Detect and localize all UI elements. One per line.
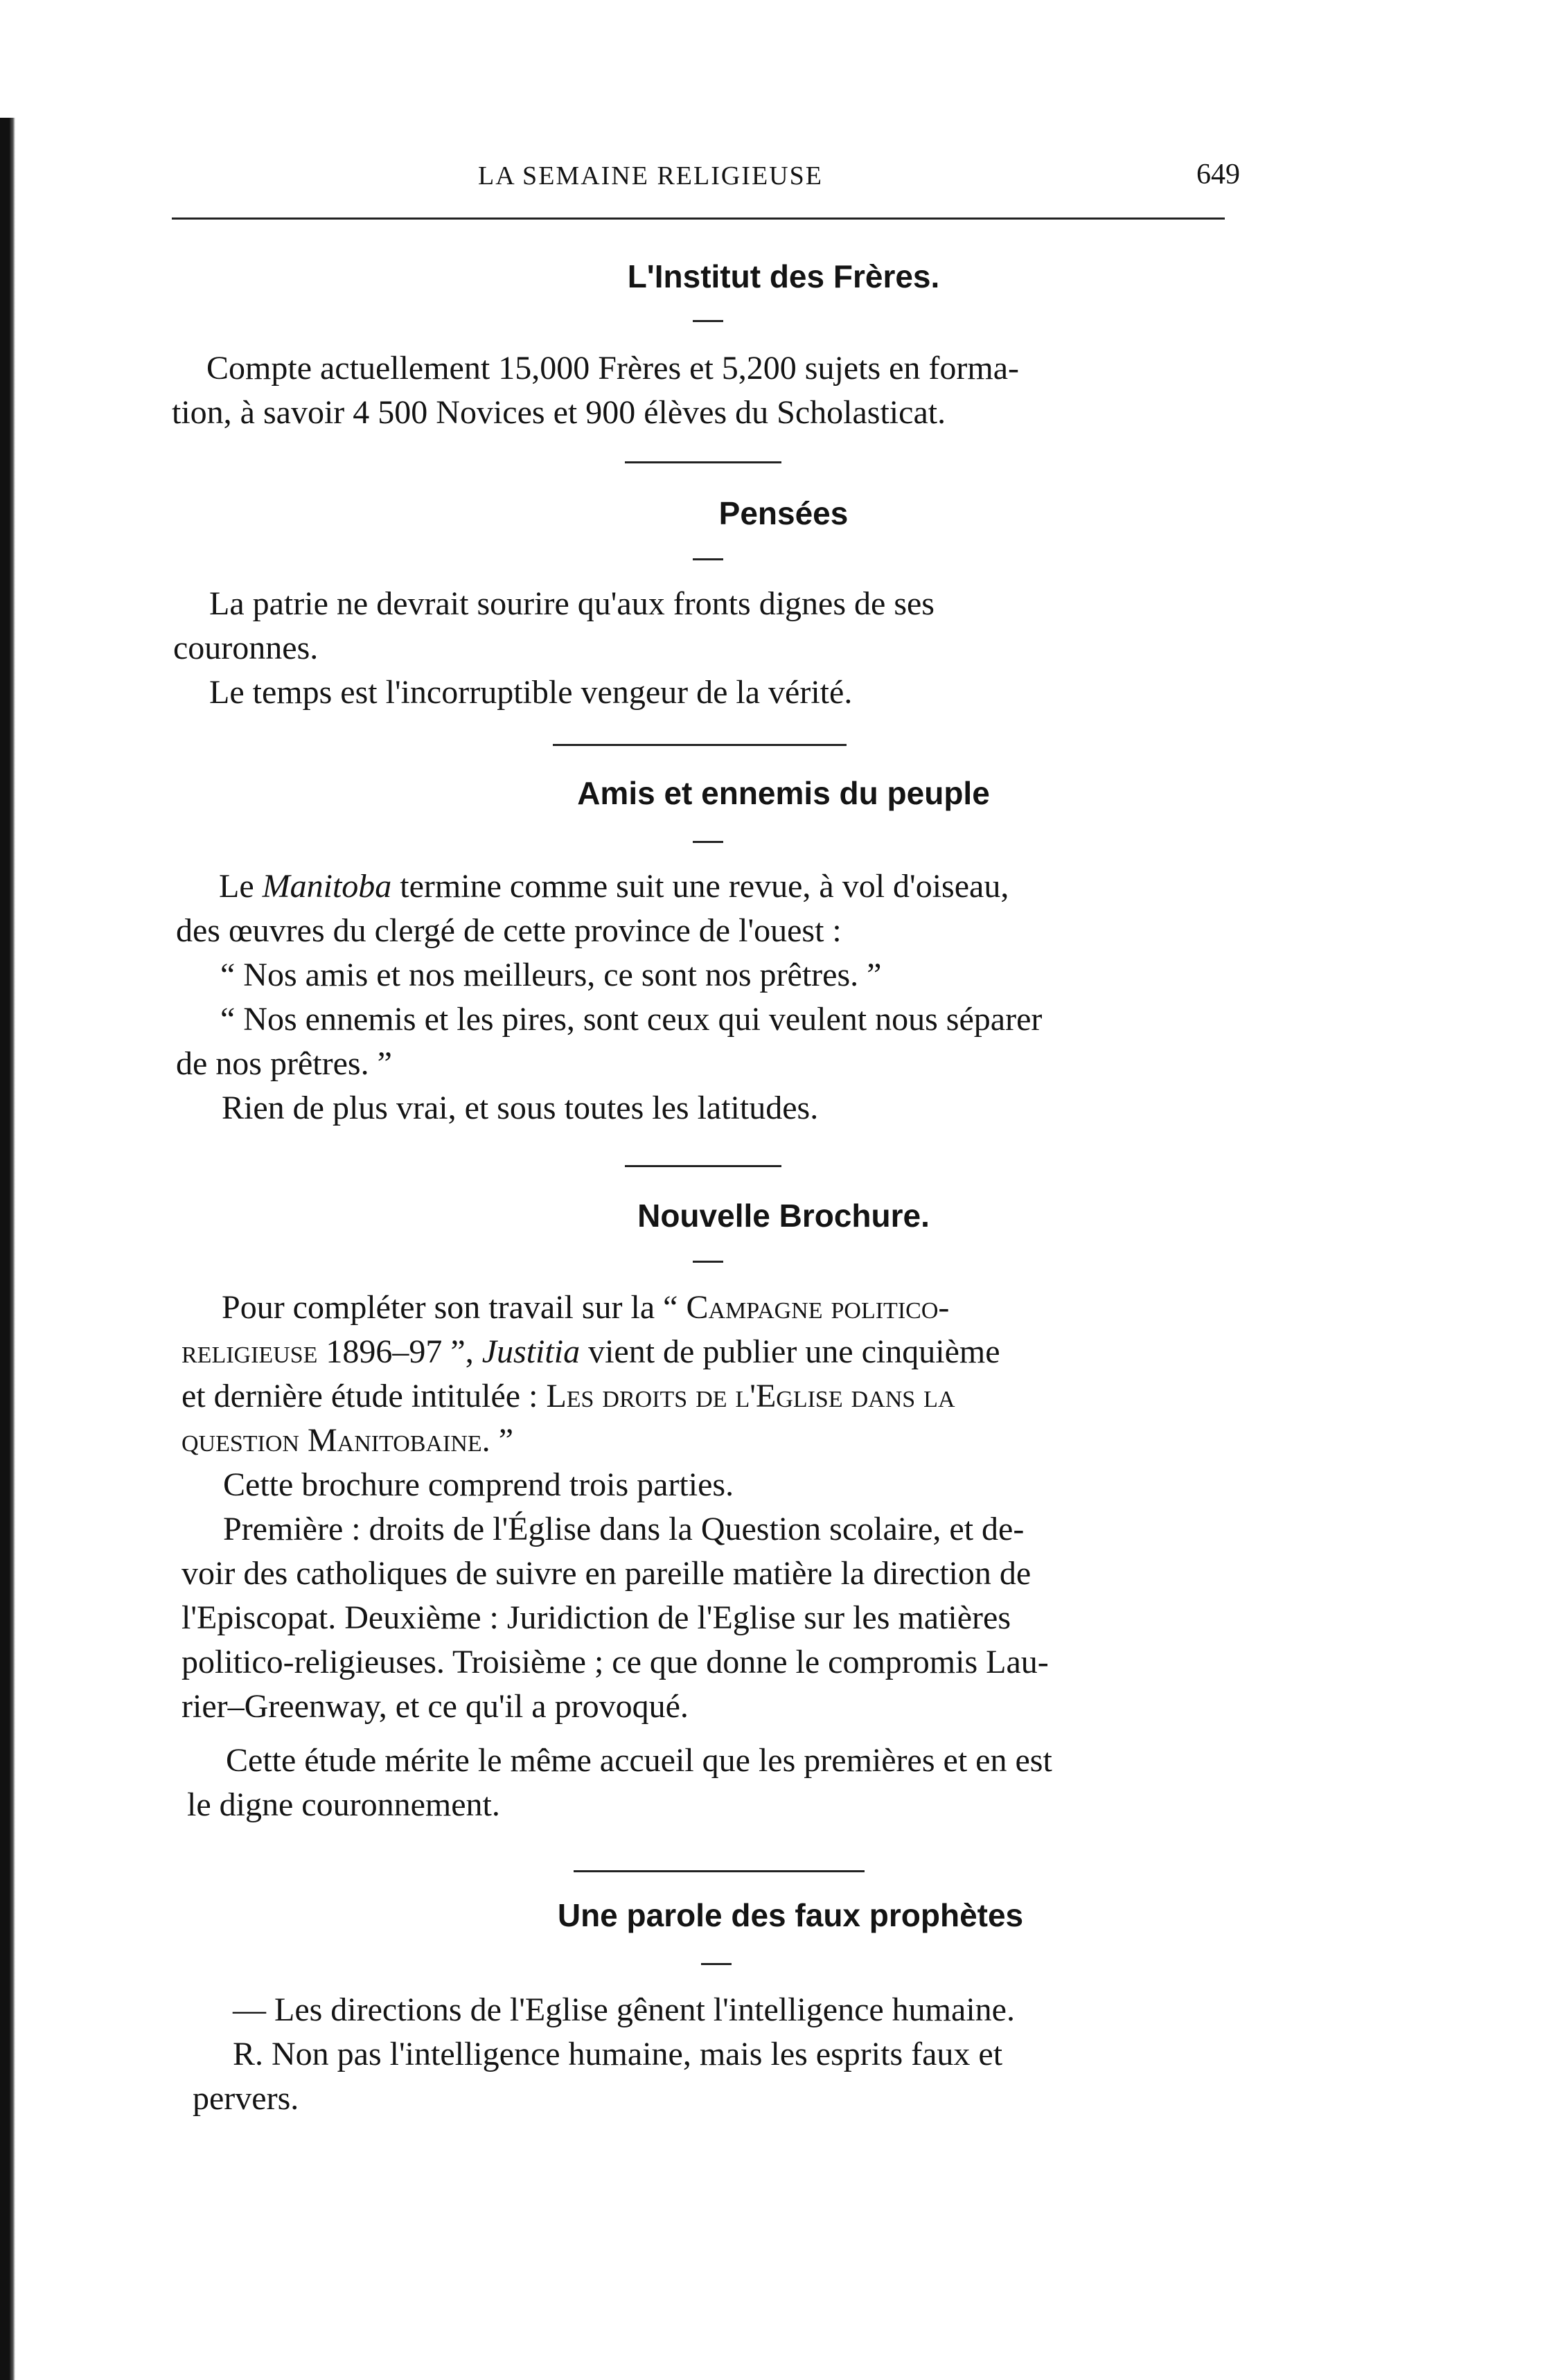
paragraph-line: voir des catholiques de suivre en pareille matière la direction de bbox=[182, 1555, 1032, 1592]
header-rule bbox=[172, 217, 1225, 220]
paragraph-line: La patrie ne devrait sourire qu'aux fronts dignes de ses bbox=[209, 585, 935, 622]
paragraph-line: le digne couronnement. bbox=[187, 1786, 500, 1823]
author-name: Justitia bbox=[481, 1333, 581, 1370]
quote-line: de nos prêtres. ” bbox=[176, 1045, 392, 1082]
section-title-amis: Amis et ennemis du peuple bbox=[577, 775, 990, 811]
paragraph-line bbox=[222, 1286, 949, 1330]
title-dash bbox=[701, 1963, 732, 1965]
line-start: et dernière étude intitulée : bbox=[182, 1378, 538, 1414]
quote-line: “ Nos amis et nos meilleurs, ce sont nos prêtres. ” bbox=[220, 957, 882, 993]
paragraph-line: couronnes. bbox=[173, 630, 319, 666]
paragraph-line: des œuvres du clergé de cette province de l'ouest : bbox=[176, 912, 842, 949]
title-dash bbox=[693, 558, 723, 560]
section-title-faux-prophetes: Une parole des faux prophètes bbox=[557, 1897, 1024, 1933]
paragraph-line: Première : droits de l'Église dans la Question scolaire, et de- bbox=[223, 1511, 1025, 1547]
paragraph-line bbox=[219, 864, 1009, 909]
brochure-years: 1896–97 ”, bbox=[326, 1333, 474, 1370]
paragraph-line: Compte actuellement 15,000 Frères et 5,200 sujets en forma- bbox=[206, 350, 1020, 387]
line-start: Pour compléter son travail sur la “ bbox=[222, 1289, 678, 1326]
running-head bbox=[173, 161, 1240, 202]
study-title: Les droits de l'Eglise dans la bbox=[546, 1378, 955, 1414]
section-title-pensees: Pensées bbox=[718, 495, 849, 531]
section-title-institut: L'Institut des Frères. bbox=[627, 258, 940, 294]
title-dash bbox=[693, 841, 723, 843]
paragraph-line: l'Episcopat. Deuxième : Juridiction de l'Eglise sur les matières bbox=[182, 1599, 1011, 1636]
section-separator bbox=[625, 1165, 781, 1167]
paragraph-line bbox=[182, 1374, 955, 1419]
brochure-title-cont: religieuse bbox=[182, 1333, 318, 1370]
title-dash bbox=[693, 1261, 723, 1263]
paragraph-line: tion, à savoir 4 500 Novices et 900 élèves du Scholasticat. bbox=[172, 394, 946, 431]
paragraph-line bbox=[182, 1330, 1000, 1374]
paragraph-line: pervers. bbox=[193, 2080, 299, 2117]
paragraph-line: Le temps est l'incorruptible vengeur de la vérité. bbox=[209, 674, 853, 711]
section-separator bbox=[574, 1870, 865, 1872]
paragraph-line: politico-religieuses. Troisième ; ce que donne le compromis Lau- bbox=[182, 1644, 1049, 1680]
paragraph-line: Cette brochure comprend trois parties. bbox=[223, 1466, 734, 1503]
running-title: LA SEMAINE RELIGIEUSE bbox=[478, 161, 823, 190]
paragraph-line: Cette étude mérite le même accueil que les premières et en est bbox=[226, 1742, 1052, 1779]
paragraph-line: Rien de plus vrai, et sous toutes les latitudes. bbox=[222, 1090, 819, 1126]
paragraph-line bbox=[182, 1419, 513, 1463]
page-number: 649 bbox=[1196, 159, 1240, 190]
closing-quote: ” bbox=[498, 1422, 513, 1459]
brochure-title: Campagne politico- bbox=[686, 1289, 950, 1326]
line-start: Le bbox=[219, 868, 254, 905]
paragraph-line: rier–Greenway, et ce qu'il a provoqué. bbox=[182, 1688, 689, 1725]
study-title-cont: question Manitobaine. bbox=[182, 1422, 490, 1459]
quote-line: “ Nos ennemis et les pires, sont ceux qui veulent nous séparer bbox=[220, 1001, 1043, 1038]
title-dash bbox=[693, 320, 723, 322]
section-title-brochure: Nouvelle Brochure. bbox=[637, 1198, 930, 1234]
line-rest: vient de publier une cinquième bbox=[588, 1333, 1000, 1370]
section-separator bbox=[625, 461, 781, 463]
paragraph-line: R. Non pas l'intelligence humaine, mais les esprits faux et bbox=[233, 2036, 1003, 2072]
section-separator bbox=[553, 744, 847, 746]
paragraph-line: — Les directions de l'Eglise gênent l'intelligence humaine. bbox=[233, 1991, 1015, 2028]
line-rest: termine comme suit une revue, à vol d'oiseau, bbox=[400, 868, 1009, 905]
newspaper-title: Manitoba bbox=[262, 868, 392, 905]
